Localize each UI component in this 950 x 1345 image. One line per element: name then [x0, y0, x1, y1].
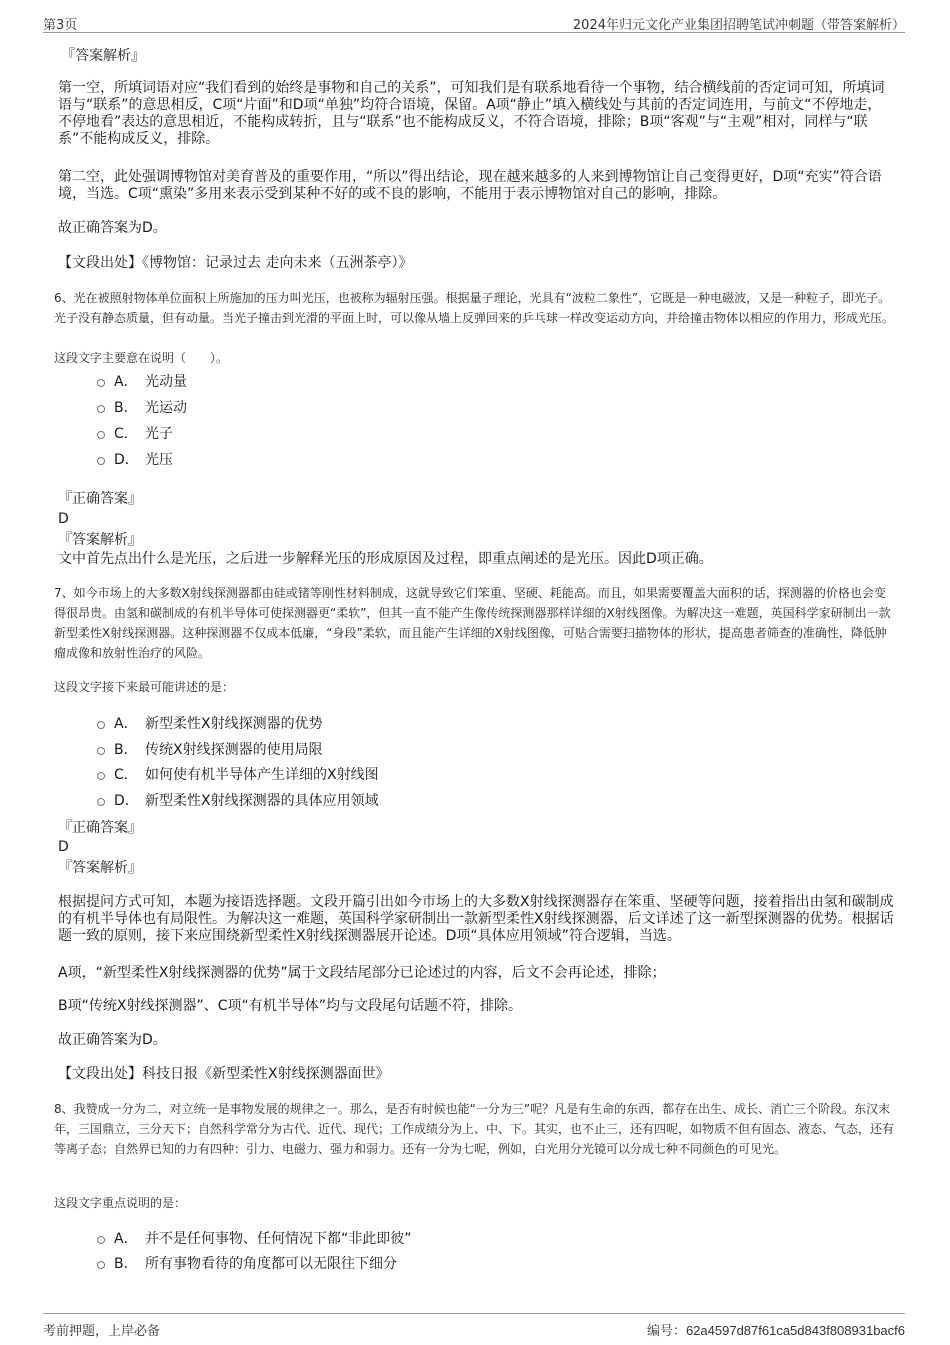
radio-icon[interactable]: [97, 379, 105, 387]
q8-option-b[interactable]: B． 所有事物看待的角度都可以无限往下细分: [97, 1253, 397, 1273]
q8-stem: 8、我赞成一分为二，对立统一是事物发展的规律之一。那么，是否有时候也能“一分为三”呢？凡是有生命的东西，都存在出生、成长、消亡三个阶段。东汉末年，三国鼎立，三分天下；自然科学常分为古代、近代、现代；工作成绩分为上、中、下。其实，也不止三，还有四呢，如物质不但有固态、液态、气态，还有等离子态；自然界已知的力有四种：引力、电磁力、强力和弱力。还有一分为七呢，例如，白光用分光镜可以分成七种不同颜色的可见光。: [54, 1102, 895, 1156]
q7-option-b[interactable]: B． 传统X射线探测器的使用局限: [97, 739, 323, 759]
q5-conclusion: 故正确答案为D。: [58, 220, 167, 236]
q7-option-d[interactable]: D． 新型柔性X射线探测器的具体应用领域: [97, 790, 379, 810]
q5-analysis-para2: 第二空，此处强调博物馆对美育普及的重要作用，“所以”得出结论，现在越来越多的人来到博物馆让自己变得更好，D项“充实”符合语境，当选。C项“熏染”多用来表示受到某种不好的或不良的影响，不能用于表示博物馆对自己的影响，排除。: [58, 169, 882, 202]
q7-option-a[interactable]: A． 新型柔性X射线探测器的优势: [97, 713, 323, 733]
q6-question: 这段文字主要意在说明（ ）。: [54, 351, 229, 365]
q5-source: 【文段出处】《博物馆：记录过去 走向未来（五洲茶亭）》: [58, 255, 413, 271]
q6-option-d[interactable]: D． 光压: [97, 449, 173, 469]
q7-analysis-para2: A项，“新型柔性X射线探测器的优势”属于文段结尾部分已论述过的内容，后文不会再论述，排除；: [58, 965, 666, 981]
q8-option-a[interactable]: A． 并不是任何事物、任何情况下都“非此即彼”: [97, 1228, 412, 1248]
q6-answer: D: [58, 511, 69, 527]
q7-answer-label: 『正确答案』: [58, 820, 142, 836]
q7-option-c[interactable]: C． 如何使有机半导体产生详细的X射线图: [97, 764, 379, 784]
radio-icon[interactable]: [97, 431, 105, 439]
radio-icon[interactable]: [97, 457, 105, 465]
q6-option-b[interactable]: B． 光运动: [97, 397, 187, 417]
document-title: 2024年归元文化产业集团招聘笔试冲刺题（带答案解析）: [572, 18, 905, 33]
radio-icon[interactable]: [97, 1236, 105, 1244]
q7-source: 【文段出处】科技日报《新型柔性X射线探测器面世》: [58, 1066, 390, 1082]
radio-icon[interactable]: [97, 772, 105, 780]
footer-slogan: 考前押题，上岸必备: [43, 1324, 161, 1339]
radio-icon[interactable]: [97, 798, 105, 806]
q6-stem: 6、光在被照射物体单位面积上所施加的压力叫光压，也被称为辐射压强。根据量子理论，光具有“波粒二象性”，它既是一种电磁波，又是一种粒子，即光子。光子没有静态质量，但有动量。当光子撞击到光滑的平面上时，可以像从墙上反弹回来的乒乓球一样改变运动方向，并给撞击物体以相应的作用力，形成光压。: [54, 291, 895, 325]
q7-answer: D: [58, 839, 69, 855]
q6-analysis: 文中首先点出什么是光压，之后进一步解释光压的形成原因及过程，即重点阐述的是光压。因此D项正确。: [58, 551, 713, 567]
page-header: [43, 10, 905, 33]
q7-conclusion: 故正确答案为D。: [58, 1032, 167, 1048]
q8-question: 这段文字重点说明的是：: [54, 1196, 187, 1210]
page-footer: [43, 1313, 905, 1340]
q7-question: 这段文字接下来最可能讲述的是：: [54, 680, 235, 694]
radio-icon[interactable]: [97, 721, 105, 729]
q6-option-a[interactable]: A． 光动量: [97, 371, 187, 391]
q6-option-c[interactable]: C． 光子: [97, 423, 173, 443]
q5-analysis-para1: 第一空，所填词语对应“我们看到的始终是事物和自己的关系”，可知我们是有联系地看待一个事物，结合横线前的否定词可知，所填词语与“联系”的意思相反，C项“片面”和D项“单独”均符合语境，保留。A项“静止”填入横线处与其前的否定词连用，与前文“不停地走，不停地看”表达的意思相近，不能构成转折，且与“联系”也不能构成反义，不符合语境，排除；B项“客观”与“主观”相对，同样与“联系”不能构成反义，排除。: [58, 80, 885, 147]
radio-icon[interactable]: [97, 405, 105, 413]
document-code: 编号：62a4597d87f61ca5d843f808931bacf6: [646, 1323, 905, 1339]
q7-analysis-para3: B项“传统X射线探测器”、C项“有机半导体”均与文段尾句话题不符，排除。: [58, 998, 522, 1014]
q7-analysis-label: 『答案解析』: [58, 860, 142, 876]
q6-answer-label: 『正确答案』: [58, 491, 142, 507]
q7-analysis-para1: 根据提问方式可知，本题为接语选择题。文段开篇引出如今市场上的大多数X射线探测器存在笨重、坚硬等问题，接着指出由氢和碳制成的有机半导体也有局限性。为解决这一难题，英国科学家研制出一款新型柔性X射线探测器，后文详述了这一新型探测器的优势。根据话题一致的原则，接下来应围绕新型柔性X射线探测器展开论述。D项“具体应用领域”符合逻辑，当选。: [58, 894, 894, 944]
radio-icon[interactable]: [97, 1261, 105, 1269]
radio-icon[interactable]: [97, 747, 105, 755]
q6-analysis-label: 『答案解析』: [58, 532, 142, 548]
q5-analysis-label: 『答案解析』: [61, 48, 145, 64]
q7-stem: 7、如今市场上的大多数X射线探测器都由硅或锗等刚性材料制成，这就导致它们笨重、坚硬、耗能高。而且，如果需要覆盖大面积的话，探测器的价格也会变得很昂贵。由氢和碳制成的有机半导体可使探测器更“柔软”，但其一直不能产生像传统探测器那样详细的X射线图像。为解决这一难题，英国科学家研制出一款新型柔性X射线探测器。这种探测器不仅成本低廉，“身段”柔软，而且能产生详细的X射线图像，可贴合需要扫描物体的形状，提高患者筛查的准确性，降低肿瘤成像和放射性治疗的风险。: [54, 586, 891, 660]
page-number: 第3页: [43, 18, 78, 33]
